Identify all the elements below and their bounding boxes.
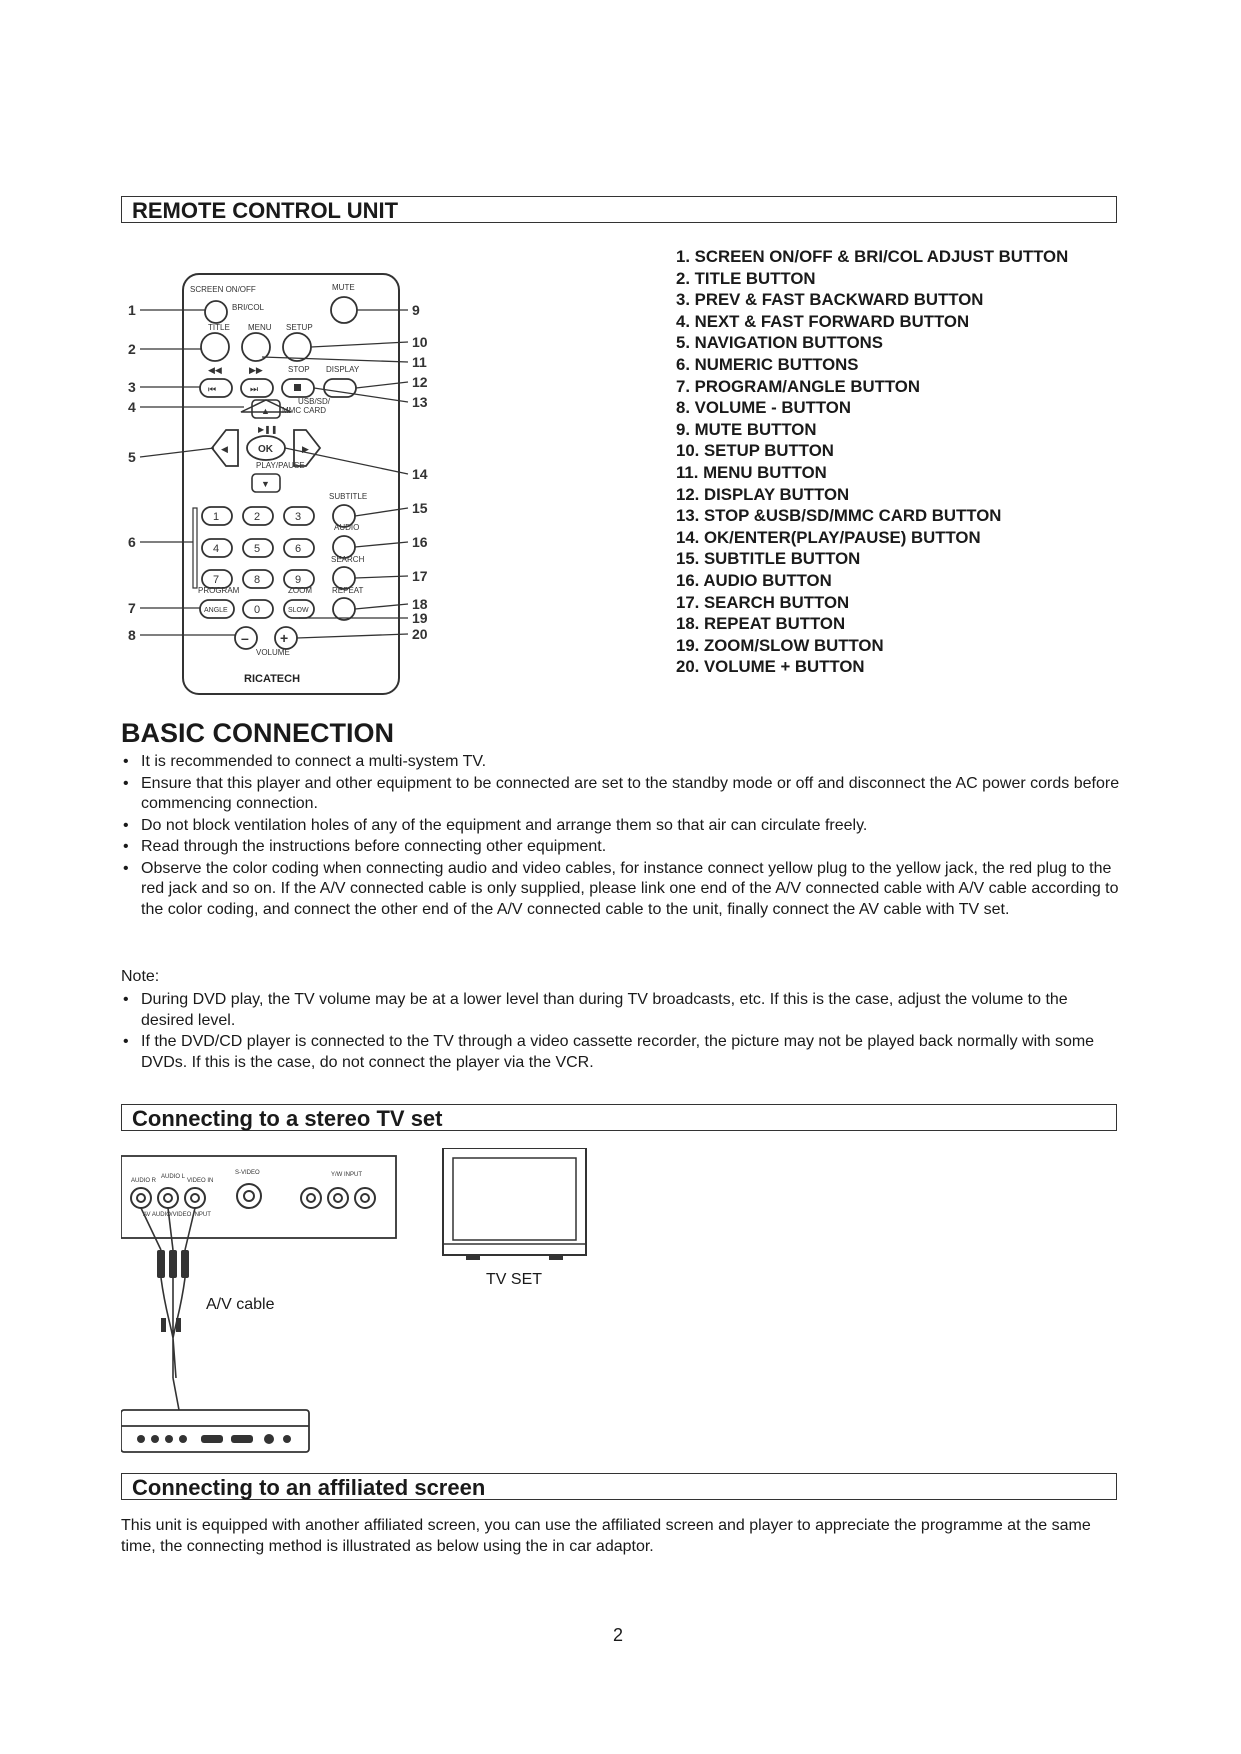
screen-onoff-button — [205, 301, 227, 323]
callout-4: 4 — [128, 399, 136, 415]
numeric-keys — [202, 507, 314, 618]
note-item: • If the DVD/CD player is connected to the TV through a video cassette recorder, the picture may not be played back normally with some DVDs. If this is the case, do not connect the player via the VCR. — [121, 1032, 1121, 1073]
volume-minus-icon: – — [241, 630, 249, 646]
label-subtitle: SUBTITLE — [329, 492, 368, 501]
volume-plus-icon: + — [280, 630, 289, 646]
key-9-label: 9 — [295, 574, 302, 586]
bullet-item: • It is recommended to connect a multi-system TV. — [121, 752, 1121, 773]
plug-bottom-2 — [176, 1318, 181, 1332]
label-setup: SETUP — [286, 323, 313, 332]
note-label: Note: — [121, 968, 160, 985]
jack-video-in — [185, 1188, 205, 1208]
label-volume: VOLUME — [256, 648, 290, 657]
callout-8: 8 — [128, 627, 136, 643]
callout-18: 18 — [412, 596, 428, 612]
next-icon: ⏭ — [250, 384, 259, 394]
label-title: TITLE — [208, 323, 230, 332]
bullet-item: • Observe the color coding when connecting audio and video cables, for instance connect yellow plug to the yellow jack, the red plug to the red jack and so on. If the A/V connected cable is only supplied, please link one end of the A/V connected cable with A/V cable according to the color coding, and connect the other end of the A/V connected cable to the unit, finally connect the AV cable with TV set. — [121, 859, 1121, 921]
prev-icon: ⏮ — [208, 384, 217, 394]
label-screen-onoff: SCREEN ON/OFF — [190, 285, 256, 294]
panel-label-audio-l: AUDIO L — [161, 1174, 186, 1180]
label-zoom: ZOOM — [288, 586, 312, 595]
callout-16: 16 — [412, 534, 428, 550]
note-item: • During DVD play, the TV volume may be at a lower level than during TV broadcasts, etc. If this is the case, adjust the volume to the desired level. — [121, 990, 1121, 1031]
legend-item: 5. NAVIGATION BUTTONS — [676, 333, 883, 353]
mute-button — [331, 297, 357, 323]
label-mmc: MMC CARD — [282, 406, 326, 415]
callout-17: 17 — [412, 568, 428, 584]
tv-foot-right — [549, 1255, 563, 1260]
stereo-connection-diagram — [121, 1148, 601, 1468]
angle-label: ANGLE — [204, 607, 228, 614]
callout-19: 19 — [412, 610, 428, 626]
legend-item: 6. NUMERIC BUTTONS — [676, 354, 859, 374]
repeat-button — [333, 598, 355, 620]
remote-control-diagram — [126, 262, 456, 702]
legend-item: 4. NEXT & FAST FORWARD BUTTON — [676, 311, 970, 331]
label-repeat: REPEAT — [332, 586, 364, 595]
legend-item: 7. PROGRAM/ANGLE BUTTON — [676, 376, 920, 396]
panel-label-audio-r: AUDIO R — [131, 1178, 157, 1184]
label-program: PROGRAM — [198, 586, 240, 595]
display-button — [324, 379, 356, 397]
bullet-item: • Do not block ventilation holes of any of the equipment and arrange them so that air can circulate freely. — [121, 816, 1121, 837]
legend-item: 11. MENU BUTTON — [676, 462, 827, 482]
plug-2 — [169, 1250, 177, 1278]
callout-20: 20 — [412, 626, 428, 642]
label-fast-forward: ▶▶ — [249, 365, 263, 375]
callout-9: 9 — [412, 302, 420, 318]
panel-label-s-video: S-VIDEO — [235, 1170, 260, 1176]
key-1-label: 1 — [213, 511, 220, 523]
tv-foot-left — [466, 1255, 480, 1260]
legend-item: 19. ZOOM/SLOW BUTTON — [676, 635, 884, 655]
key-0-label: 0 — [254, 604, 261, 616]
legend-item: 20. VOLUME + BUTTON — [676, 657, 865, 677]
key-7-label: 7 — [213, 574, 220, 586]
label-audio: AUDIO — [334, 523, 360, 532]
remote-legend — [676, 246, 1068, 678]
callout-11: 11 — [412, 354, 427, 370]
key-6-label: 6 — [295, 543, 302, 555]
basic-connection-list — [121, 752, 1121, 921]
legend-item: 3. PREV & FAST BACKWARD BUTTON — [676, 290, 984, 310]
callout-12: 12 — [412, 374, 428, 390]
legend-item: 13. STOP &USB/SD/MMC CARD BUTTON — [676, 506, 1002, 526]
legend-item: 17. SEARCH BUTTON — [676, 592, 850, 612]
callout-2: 2 — [128, 341, 136, 357]
section-header-remote — [121, 196, 1117, 223]
key-4-label: 4 — [213, 543, 220, 555]
remote-body — [183, 274, 399, 694]
page-number: 2 — [613, 1625, 624, 1645]
jack-w — [328, 1188, 348, 1208]
legend-item: 12. DISPLAY BUTTON — [676, 484, 850, 504]
callout-10: 10 — [412, 334, 428, 350]
tv-set-outline — [443, 1148, 586, 1255]
label-bricol: BRI/COL — [232, 303, 265, 312]
nav-right-icon: ▶ — [302, 444, 309, 454]
jack-s-video — [237, 1184, 261, 1208]
section-title: REMOTE CONTROL UNIT — [132, 198, 399, 223]
key-5-label: 5 — [254, 543, 261, 555]
legend-item: 8. VOLUME - BUTTON — [676, 398, 851, 418]
dvd-player — [121, 1410, 309, 1452]
label-fast-back: ◀◀ — [208, 365, 222, 375]
panel-label-yw-input: Y/W INPUT — [331, 1172, 362, 1178]
legend-item: 18. REPEAT BUTTON — [676, 614, 846, 634]
label-stop: STOP — [288, 365, 310, 374]
nav-left-icon: ◀ — [221, 444, 228, 454]
tv-set-label: TV SET — [486, 1271, 543, 1288]
callout-15: 15 — [412, 500, 428, 516]
note-list — [121, 990, 1121, 1074]
bullet-item: • Ensure that this player and other equipment to be connected are set to the standby mode or off and disconnect the AC power cords before commencing connection. — [121, 774, 1121, 815]
basic-connection-heading: BASIC CONNECTION — [121, 718, 395, 748]
setup-button — [283, 333, 311, 361]
numeric-bracket — [193, 508, 197, 588]
jack-audio-l — [158, 1188, 178, 1208]
jack-audio-r — [131, 1188, 151, 1208]
plug-3 — [181, 1250, 189, 1278]
jack-input — [355, 1188, 375, 1208]
label-mute: MUTE — [332, 283, 355, 292]
label-search: SEARCH — [331, 555, 365, 564]
legend-item: 14. OK/ENTER(PLAY/PAUSE) BUTTON — [676, 527, 981, 547]
slow-label: SLOW — [288, 607, 309, 614]
plug-bottom-1 — [161, 1318, 166, 1332]
key-8-label: 8 — [254, 574, 261, 586]
section-title: Connecting to an affiliated screen — [132, 1475, 486, 1500]
affiliated-paragraph: This unit is equipped with another affiliated screen, you can use the affiliated screen and player to appreciate the programme at the same time, the connecting method is illustrated as below using the in car adaptor. — [121, 1517, 1091, 1555]
ok-label: OK — [258, 444, 273, 455]
section-header-affiliated — [121, 1473, 1117, 1500]
callout-5: 5 — [128, 449, 136, 465]
label-playpause: PLAY/PAUSE — [256, 461, 305, 470]
callout-13: 13 — [412, 394, 428, 410]
plug-1 — [157, 1250, 165, 1278]
legend-item: 1. SCREEN ON/OFF & BRI/COL ADJUST BUTTON — [676, 247, 1069, 266]
title-button — [201, 333, 229, 361]
jack-y — [301, 1188, 321, 1208]
callout-6: 6 — [128, 534, 136, 550]
callout-7: 7 — [128, 600, 136, 616]
label-menu: MENU — [248, 323, 272, 332]
nav-up-icon: ▲ — [261, 406, 270, 416]
legend-item: 2. TITLE BUTTON — [676, 268, 816, 288]
label-usbsd: USB/SD/ — [298, 397, 331, 406]
nav-down-icon: ▼ — [261, 479, 270, 489]
key-3-label: 3 — [295, 511, 302, 523]
section-header-stereo — [121, 1104, 1117, 1131]
key-2-label: 2 — [254, 511, 261, 523]
callout-3: 3 — [128, 379, 136, 395]
brand-logo: RICATECH — [244, 673, 301, 685]
legend-item: 16. AUDIO BUTTON — [676, 570, 832, 590]
legend-item: 10. SETUP BUTTON — [676, 441, 834, 461]
panel-label-video-in: VIDEO IN — [187, 1178, 214, 1184]
legend-item: 9. MUTE BUTTON — [676, 419, 817, 439]
playpause-icon: ▶❚❚ — [258, 425, 278, 434]
tv-screen — [453, 1158, 576, 1240]
callout-14: 14 — [412, 466, 428, 482]
av-cable-label: A/V cable — [206, 1296, 275, 1313]
stop-icon — [294, 384, 301, 391]
bullet-item: • Read through the instructions before connecting other equipment. — [121, 837, 1121, 858]
callout-1: 1 — [128, 302, 136, 318]
panel-label-av-input: AV AUDIO/VIDEO INPUT — [143, 1212, 211, 1218]
legend-item: 15. SUBTITLE BUTTON — [676, 549, 861, 569]
section-title: Connecting to a stereo TV set — [132, 1106, 443, 1131]
label-display: DISPLAY — [326, 365, 360, 374]
